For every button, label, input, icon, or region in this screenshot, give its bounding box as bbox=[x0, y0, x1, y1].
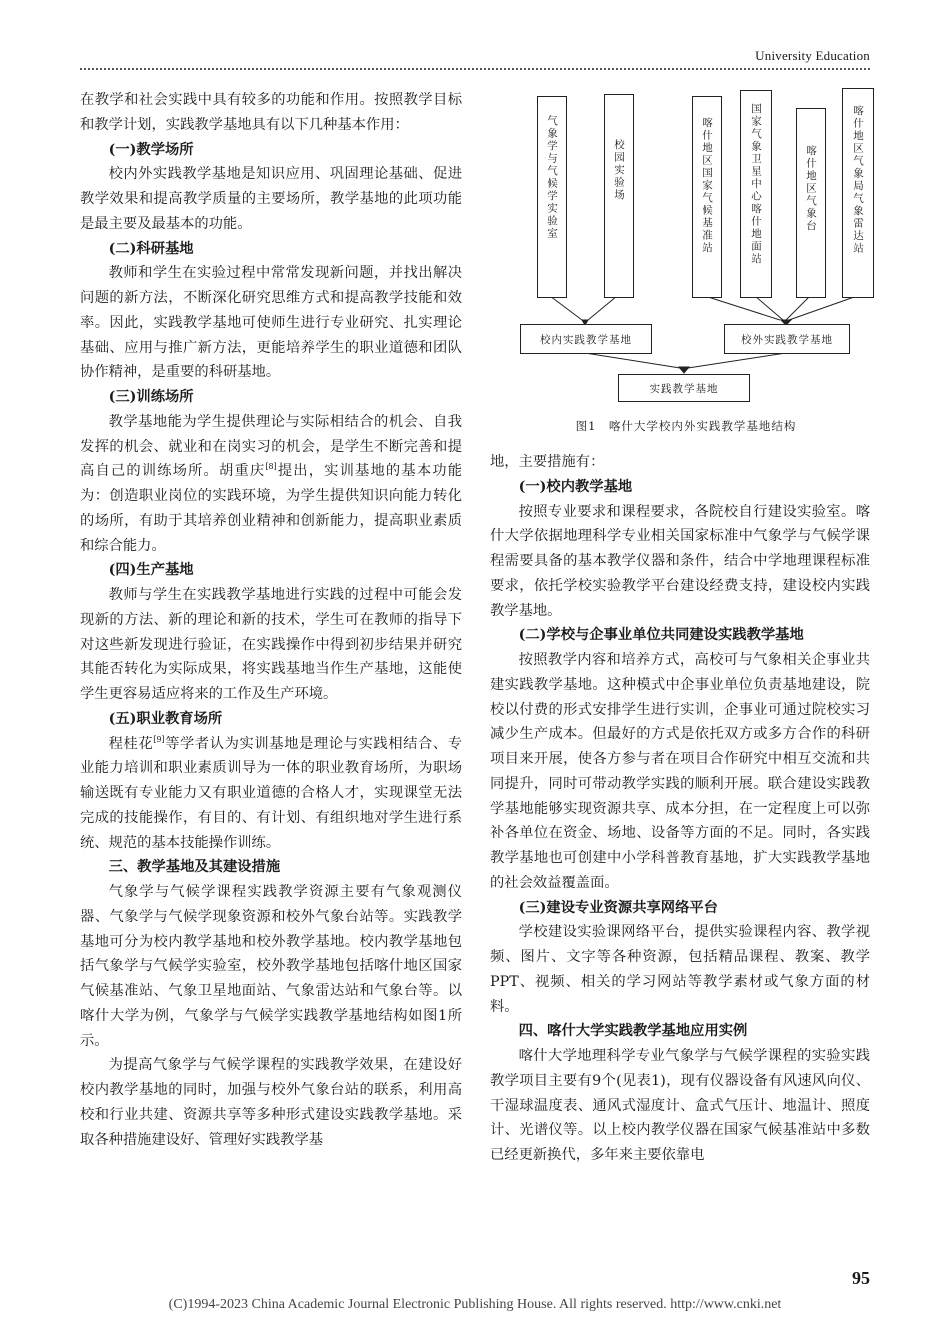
paragraph: 校内外实践教学基地是知识应用、巩固理论基础、促进教学效果和提高教学质量的主要场所，教学基地的此项功能是最主要及最基本的功能。 bbox=[80, 166, 462, 232]
figure-1 bbox=[500, 88, 872, 438]
subsection-heading: (三)建设专业资源共享网络平台 bbox=[518, 899, 718, 916]
paragraph: 喀什大学地理科学专业气象学与气候学课程的实验实践教学项目主要有9个(见表1)，现有仪器设备有风速风向仪、干湿球温度表、通风式湿度计、盒式气压计、地温计、照度计、光谱仪等。以上校内教学仪器在国家气候基准站中多数已经更新换代，多年来主要依靠电 bbox=[490, 1048, 870, 1163]
subsection-heading: (三)训练场所 bbox=[108, 389, 194, 405]
left-column bbox=[80, 88, 462, 1152]
connector-line bbox=[588, 296, 617, 320]
text-run: 提出，实训基地的基本功能为：创造职业岗位的实践环境，为学生提供知识向能力转化的场所，有助于其培养创业精神和创新能力，提高职业素质和综合能力。 bbox=[80, 463, 462, 554]
page-number: 95 bbox=[852, 1268, 870, 1288]
paragraph: 地，主要措施有： bbox=[490, 454, 605, 470]
box-satellite-ground-station: 国家气象卫星中心喀什地面站 bbox=[740, 90, 772, 298]
section-heading: 三、教学基地及其建设措施 bbox=[108, 859, 281, 876]
connector-line bbox=[688, 353, 786, 368]
citation-ref: [9] bbox=[153, 734, 165, 744]
copyright-footer: (C)1994-2023 China Academic Journal Electronic Publishing House. All rights reserved. http://www.cnki.net bbox=[168, 1297, 782, 1312]
connector-line bbox=[789, 296, 857, 320]
subsection-heading: (二)科研基地 bbox=[108, 240, 194, 257]
paragraph: 教师与学生在实践教学基地进行实践的过程中可能会发现新的方法、新的理论和新的技术，学生可在教师的指导下对这些新发现进行验证，在实践操作中得到初步结果并研究其能否转化为实际成果，将实践基地当作生产基地，这能使学生更容易适应将来的工作及生产环境。 bbox=[80, 587, 462, 702]
box-radar-station: 喀什地区气象局气象雷达站 bbox=[842, 88, 874, 298]
subsection-heading: (一)教学场所 bbox=[108, 141, 194, 158]
connector-line bbox=[550, 296, 582, 320]
paragraph: 在教学和社会实践中具有较多的功能和作用。按照教学目标和教学计划，实践教学基地具有以下几种基本作用： bbox=[80, 92, 462, 133]
citation-ref: [8] bbox=[265, 462, 277, 472]
box-meteorological-observatory: 喀什地区气象台 bbox=[796, 108, 826, 298]
paragraph: 为提高气象学与气候学课程的实践教学效果，在建设好校内教学基地的同时，加强与校外气象台站的联系，利用高校和行业共建、资源共享等多种形式建设实践教学基地。采取各种措施建设好、管理好实践教学基 bbox=[80, 1057, 462, 1148]
box-meteorology-lab: 气象学与气候学实验室 bbox=[537, 96, 567, 298]
box-offcampus-base: 校外实践教学基地 bbox=[724, 324, 850, 354]
box-practice-base: 实践教学基地 bbox=[618, 374, 750, 402]
text-run: 教学基地能为学生提供理论与实际相结合的机会、自我发挥的机会、就业和在岗实习的机会，是学生不断完善和提高自己的训练场所。胡重庆 bbox=[80, 413, 462, 480]
figure-caption: 图1 喀什大学校内外实践教学基地结构 bbox=[575, 419, 797, 433]
right-column bbox=[490, 450, 870, 1168]
connector-line bbox=[585, 353, 680, 368]
paragraph: 气象学与气候学课程实践教学资源主要有气象观测仪器、气象学与气候学现象资源和校外气象台站等。实践教学基地可分为校内教学基地和校外教学基地。校内教学基地包括气象学与气候学实验室，校外教学基地包括喀什地区国家气候基准站、气象卫星地面站、气象雷达站和气象台等。以喀什大学为例，气象学与气候学实践教学基地结构如图1所示。 bbox=[80, 884, 462, 1049]
subsection-heading: (一)校内教学基地 bbox=[518, 478, 633, 495]
section-heading: 四、喀什大学实践教学基地应用实例 bbox=[518, 1023, 748, 1040]
paragraph bbox=[80, 410, 462, 559]
journal-name: University Education bbox=[755, 48, 870, 63]
subsection-heading: (四)生产基地 bbox=[108, 562, 194, 579]
subsection-heading: (五)职业教育场所 bbox=[108, 710, 223, 727]
box-climate-reference-station: 喀什地区国家气候基准站 bbox=[692, 96, 722, 298]
text-run: 程桂花 bbox=[108, 735, 154, 752]
paragraph: 学校建设实验课网络平台，提供实验课程内容、教学视频、图片、文字等各种资源，包括精品课程、教案、教学PPT、视频、相关的学习网站等教学素材或气象方面的材料。 bbox=[490, 924, 870, 1015]
paragraph: 按照专业要求和课程要求，各院校自行建设实验室。喀什大学依据地理科学专业相关国家标准中气象学与气候学课程需要具备的基本教学仪器和条件，结合中学地理课程标准要求，依托学校实验教学平台建设经费支持，建设校内实践教学基地。 bbox=[490, 503, 870, 619]
arrow-head bbox=[679, 367, 689, 373]
box-campus-field: 校园实验场 bbox=[604, 94, 634, 298]
paragraph: 教师和学生在实验过程中常常发现新问题，并找出解决问题的新方法，不断深化研究思维方式和提高教学技能和效率。因此，实践教学基地可使师生进行专业研究、扎实理论基础、应用与推广新方法，更能培养学生的职业道德和团队协作精神，是重要的科研基地。 bbox=[80, 265, 462, 381]
header-rule bbox=[80, 68, 870, 70]
text-run: 等学者认为实训基地是理论与实践相结合、专业能力培训和职业素质训导为一体的职业教育场所，为职场输送既有专业能力又有职业道德的合格人才，实现课堂无法完成的技能操作，有目的、有计划、有组织地对学生进行系统、规范的基本技能操作训练。 bbox=[80, 735, 463, 851]
box-campus-base: 校内实践教学基地 bbox=[520, 324, 652, 354]
subsection-heading: (二)学校与企事业单位共同建设实践教学基地 bbox=[518, 627, 804, 644]
paragraph: 按照教学内容和培养方式，高校可与气象相关企事业共建实践教学基地。这种模式中企事业单位负责基地建设，院校以付费的形式安排学生进行实训，企事业可通过院校实习减少生产成本。但最好的方式是依托双方或多方合作的科研项目来开展，使各方参与者在项目合作研究中相互交流和共同提升，同时可带动教学实践的顺利开展。联合建设实践教学基地能够实现资源共享、成本分担，在一定程度上可以弥补各单位在资金、场地、设备等方面的不足。同时，各实践教学基地也可创建中小学科普教育基地，扩大实践教学基地的社会效益覆盖面。 bbox=[490, 652, 870, 891]
paragraph bbox=[80, 732, 462, 856]
page-header bbox=[0, 0, 950, 80]
